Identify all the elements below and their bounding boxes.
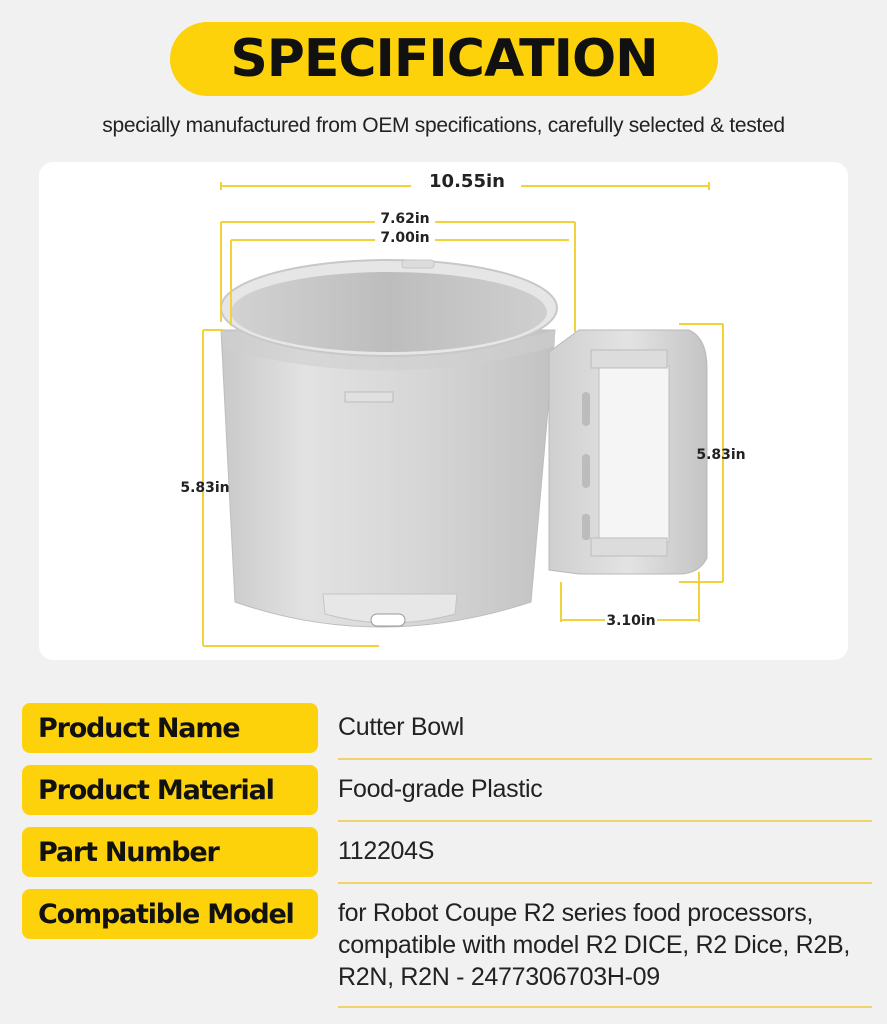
- handle-height-label: 5.83in: [696, 447, 746, 463]
- row-divider: [338, 1006, 872, 1008]
- row-divider: [338, 758, 872, 760]
- overall-width-label: 10.55in: [429, 171, 505, 192]
- spec-value: Cutter Bowl: [338, 713, 464, 741]
- bowl-handle: [549, 330, 707, 574]
- outer-diameter-label: 7.62in: [380, 211, 430, 227]
- spec-label: Compatible Model: [22, 889, 318, 939]
- title-banner: [170, 22, 718, 96]
- bowl-body: [221, 260, 557, 627]
- spec-label: Part Number: [22, 827, 318, 877]
- handle-depth-label: 3.10in: [606, 613, 656, 629]
- spec-value: Food-grade Plastic: [338, 775, 543, 803]
- spec-label: Product Name: [22, 703, 318, 753]
- cutter-bowl-illustration: [39, 162, 848, 660]
- page-title: SPECIFICATION: [230, 29, 658, 89]
- spec-label: Product Material: [22, 765, 318, 815]
- product-image-card: [39, 162, 848, 660]
- spec-value: 112204S: [338, 837, 435, 865]
- row-divider: [338, 882, 872, 884]
- inner-diameter-label: 7.00in: [380, 230, 430, 246]
- page-subtitle: specially manufactured from OEM specifications, carefully selected & tested: [102, 114, 785, 137]
- bowl-height-label: 5.83in: [180, 480, 230, 496]
- spec-value: for Robot Coupe R2 series food processors, compatible with model R2 DICE, R2 Dice, R2B, R2N, R2N - 2477306703H-09: [338, 899, 850, 991]
- row-divider: [338, 820, 872, 822]
